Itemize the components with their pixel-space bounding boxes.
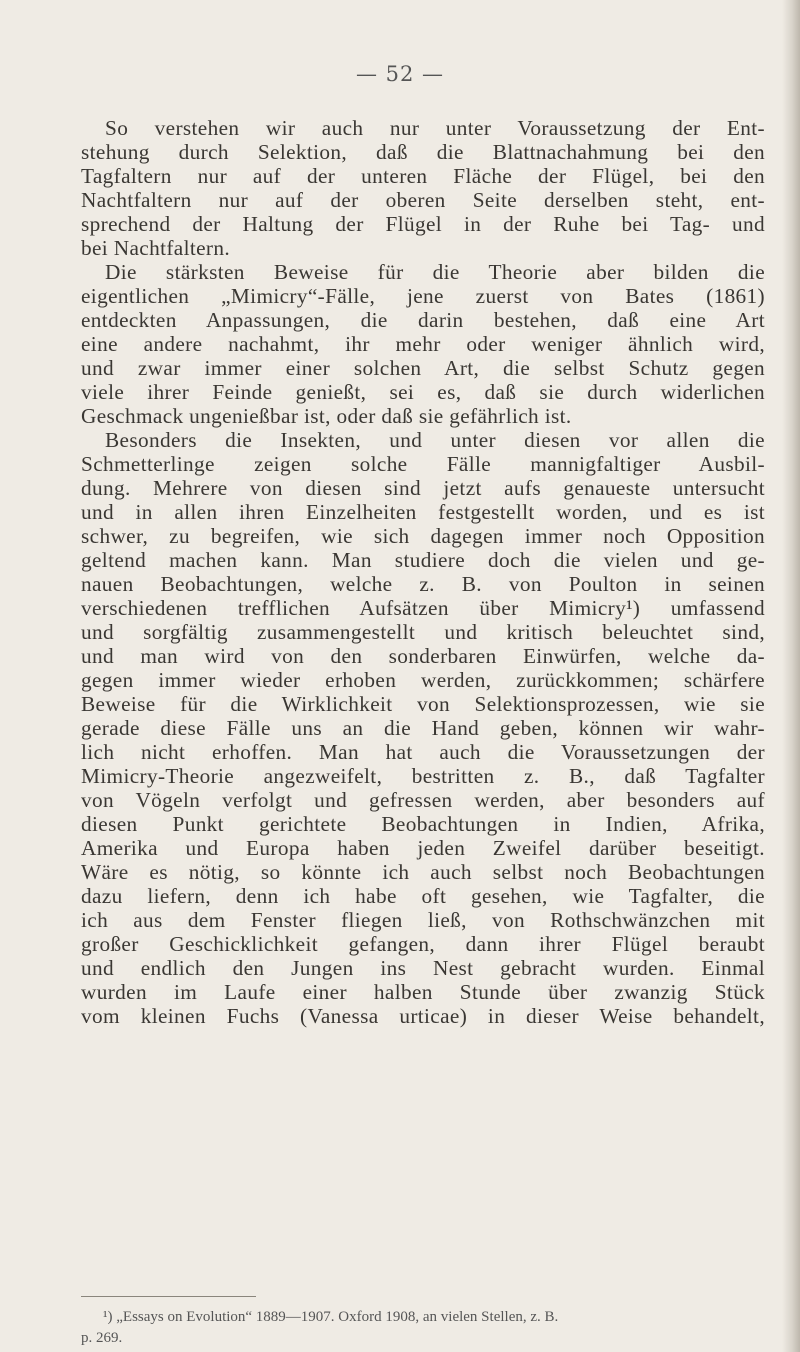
text-line: Geschmack ungenießbar ist, oder daß sie gefährlich ist. (81, 404, 572, 428)
text-line: eine andere nachahmt, ihr mehr oder weniger ähnlich wird, (81, 332, 765, 356)
text-line: diesen Punkt gerichtete Beobachtungen in Indien, Afrika, (81, 812, 765, 836)
text-line: großer Geschicklichkeit gefangen, dann ihrer Flügel beraubt (81, 932, 765, 956)
text-line: und endlich den Jungen ins Nest gebracht wurden. Einmal (81, 956, 765, 980)
text-line: Besonders die Insekten, und unter diesen vor allen die (105, 428, 765, 452)
text-line: bei Nachtfaltern. (81, 236, 231, 260)
text-line: Tagfaltern nur auf der unteren Fläche der Flügel, bei den (81, 164, 765, 188)
text-line: ich aus dem Fenster fliegen ließ, von Rothschwänzchen mit (81, 908, 765, 932)
text-line: und sorgfältig zusammengestellt und kritisch beleuchtet sind, (81, 620, 765, 644)
footnote-line: ¹) „Essays on Evolution“ 1889—1907. Oxford 1908, an vielen Stellen, z. B. (103, 1309, 559, 1325)
text-line: Mimicry-Theorie angezweifelt, bestritten z. B., daß Tagfalter (81, 764, 765, 788)
text-line: vom kleinen Fuchs (Vanessa urticae) in dieser Weise behandelt, (81, 1004, 765, 1028)
text-line: Wäre es nötig, so könnte ich auch selbst noch Beobachtungen (81, 860, 765, 884)
text-line: viele ihrer Feinde genießt, sei es, daß sie durch widerlichen (81, 380, 765, 404)
text-line: geltend machen kann. Man studiere doch die vielen und ge- (81, 548, 765, 572)
text-line: von Vögeln verfolgt und gefressen werden, aber besonders auf (81, 788, 765, 812)
text-line: Die stärksten Beweise für die Theorie aber bilden die (105, 260, 765, 284)
text-line: stehung durch Selektion, daß die Blattnachahmung bei den (81, 140, 765, 164)
footnote (81, 1307, 765, 1349)
text-line: dazu liefern, denn ich habe oft gesehen, wie Tagfalter, die (81, 884, 765, 908)
text-line: schwer, zu begreifen, wie sich dagegen immer noch Opposition (81, 524, 765, 548)
text-line: und in allen ihren Einzelheiten festgestellt worden, und es ist (81, 500, 765, 524)
text-line: Schmetterlinge zeigen solche Fälle mannigfaltiger Ausbil- (81, 452, 765, 476)
text-line: gerade diese Fälle uns an die Hand geben, können wir wahr- (81, 716, 765, 740)
page-edge-shadow (782, 0, 800, 1352)
text-line: und man wird von den sonderbaren Einwürfen, welche da- (81, 644, 765, 668)
text-line: wurden im Laufe einer halben Stunde über zwanzig Stück (81, 980, 765, 1004)
text-line: lich nicht erhoffen. Man hat auch die Voraussetzungen der (81, 740, 765, 764)
text-line: nauen Beobachtungen, welche z. B. von Poulton in seinen (81, 572, 765, 596)
page-number: — 52 — (355, 62, 445, 86)
text-line: sprechend der Haltung der Flügel in der Ruhe bei Tag- und (81, 212, 765, 236)
text-line: entdeckten Anpassungen, die darin bestehen, daß eine Art (81, 308, 765, 332)
text-line: dung. Mehrere von diesen sind jetzt aufs genaueste untersucht (81, 476, 765, 500)
text-line: gegen immer wieder erhoben werden, zurückkommen; schärfere (81, 668, 765, 692)
footnote-line: p. 269. (81, 1330, 123, 1346)
text-line: Amerika und Europa haben jeden Zweifel darüber beseitigt. (81, 836, 765, 860)
text-line: verschiedenen trefflichen Aufsätzen über Mimicry¹) umfassend (81, 596, 765, 620)
text-line: Beweise für die Wirklichkeit von Selektionsprozessen, wie sie (81, 692, 765, 716)
text-line: und zwar immer einer solchen Art, die selbst Schutz gegen (81, 356, 765, 380)
text-line: So verstehen wir auch nur unter Voraussetzung der Ent- (105, 116, 765, 140)
body-text (81, 116, 765, 1028)
text-line: eigentlichen „Mimicry“-Fälle, jene zuerst von Bates (1861) (81, 284, 765, 308)
text-line: Nachtfaltern nur auf der oberen Seite derselben steht, ent- (81, 188, 765, 212)
footnote-divider (81, 1296, 256, 1297)
